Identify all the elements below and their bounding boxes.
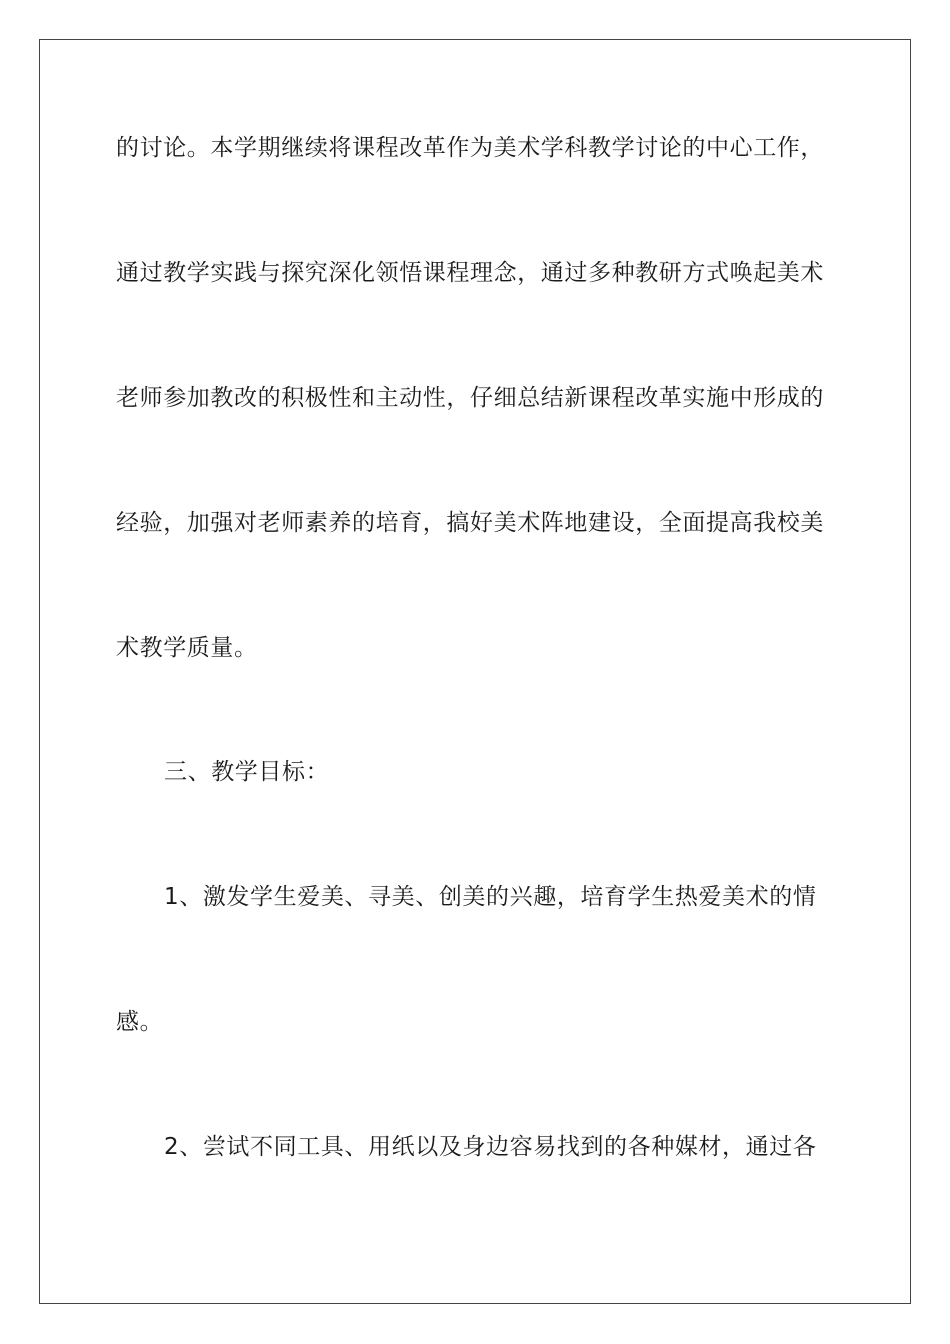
paragraph-line: 经验，加强对老师素养的培育，搞好美术阵地建设，全面提高我校美	[116, 510, 824, 536]
list-item-line: 感。	[116, 1009, 164, 1035]
page-border	[39, 39, 911, 1304]
paragraph-line: 通过教学实践与探究深化领悟课程理念，通过多种教研方式唤起美术	[116, 260, 824, 286]
paragraph-line: 术教学质量。	[116, 635, 258, 661]
section-heading: 三、教学目标：	[164, 759, 330, 785]
paragraph-line: 老师参加教改的积极性和主动性，仔细总结新课程改革实施中形成的	[116, 385, 824, 411]
list-item-line: 2、尝试不同工具、用纸以及身边容易找到的各种媒材，通过各	[164, 1134, 817, 1160]
paragraph-line: 的讨论。本学期继续将课程改革作为美术学科教学讨论的中心工作，	[116, 135, 824, 161]
list-item-line: 1、激发学生爱美、寻美、创美的兴趣，培育学生热爱美术的情	[164, 884, 817, 910]
